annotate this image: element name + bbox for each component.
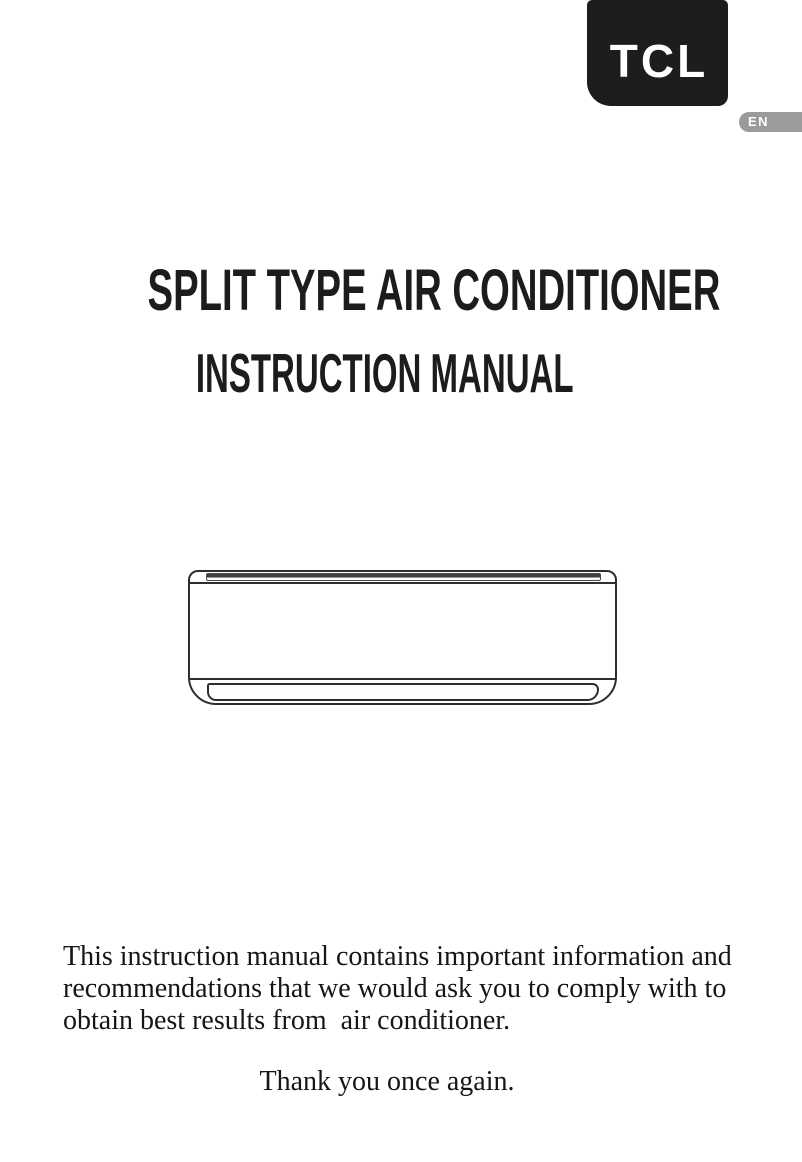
ac-air-outlet-flap bbox=[207, 683, 599, 701]
language-tab-label: EN bbox=[748, 114, 770, 129]
paragraph-line-3: obtain best results from air conditioner. bbox=[63, 1005, 511, 1036]
ac-top-inlet-grille bbox=[206, 573, 601, 581]
ac-bottom-seam-line bbox=[190, 678, 615, 680]
ac-top-seam-line bbox=[190, 582, 615, 584]
paragraph-line-1: This instruction manual contains important information and bbox=[63, 941, 732, 972]
language-tab bbox=[739, 112, 802, 132]
paragraph-line-2: recommendations that we would ask you to comply with to bbox=[63, 973, 727, 1004]
tcl-logo bbox=[587, 0, 728, 106]
page-subtitle-text: INSTRUCTION MANUAL bbox=[196, 342, 574, 404]
page-title-text: SPLIT TYPE AIR CONDITIONER bbox=[147, 258, 721, 323]
intro-paragraph bbox=[63, 941, 732, 1037]
page-subtitle bbox=[0, 342, 770, 404]
page-title bbox=[0, 258, 770, 323]
tcl-logo-text: TCL bbox=[609, 35, 709, 87]
air-conditioner-figure bbox=[188, 570, 617, 705]
closing-line: Thank you once again. bbox=[259, 1066, 515, 1097]
